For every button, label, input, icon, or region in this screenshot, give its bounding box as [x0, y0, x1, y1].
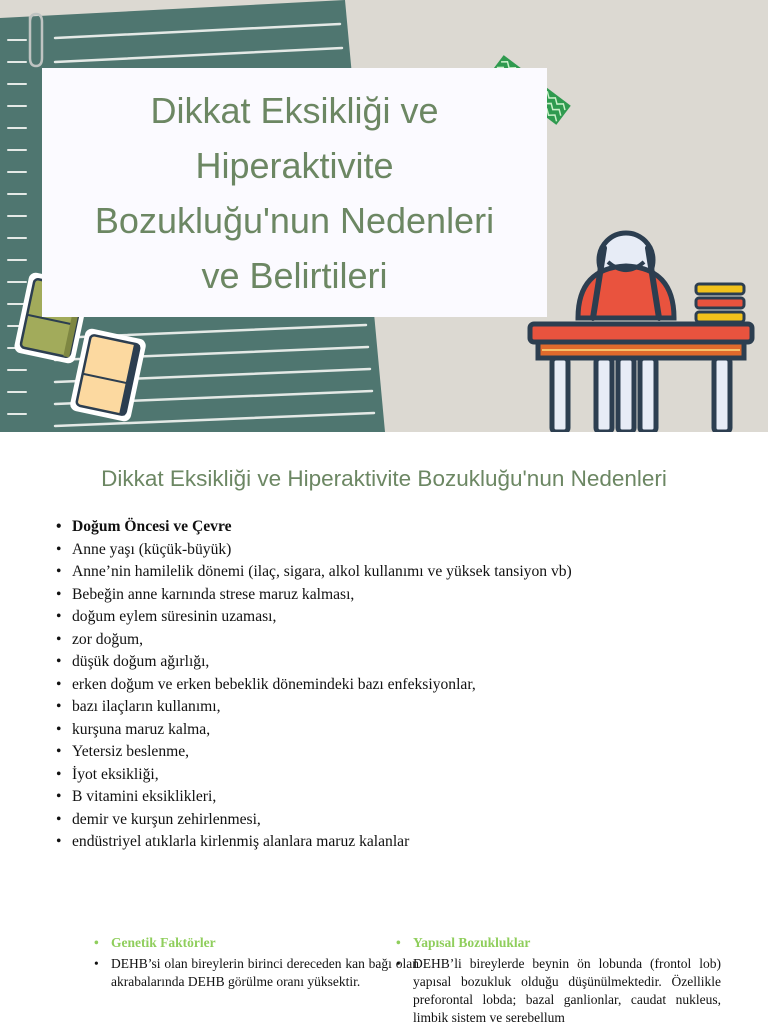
- list-item: • Bebeğin anne karnında strese maruz kalması,: [56, 584, 572, 607]
- list-item: • Anne’nin hamilelik dönemi (ilaç, sigara, alkol kullanımı ve yüksek tansiyon vb): [56, 561, 572, 584]
- list-item: • zor doğum,: [56, 629, 572, 652]
- genetic-factors-heading: • Genetik Faktörler: [94, 934, 419, 952]
- list-item: • doğum eylem süresinin uzaması,: [56, 606, 572, 629]
- cover-title: Dikkat Eksikliği ve Hiperaktivite Bozukluğu'nun Nedenleri ve Belirtileri: [94, 89, 495, 296]
- list-item: • Anne yaşı (küçük-büyük): [56, 539, 572, 562]
- causes-list: [56, 516, 572, 854]
- structural-disorders-column: [396, 934, 721, 1027]
- structural-disorders-heading: • Yapısal Bozukluklar: [396, 934, 721, 952]
- stressed-student-at-desk-icon: [530, 233, 752, 432]
- list-item: • erken doğum ve erken bebeklik dönemindeki bazı enfeksiyonlar,: [56, 674, 572, 697]
- genetic-factors-column: [94, 934, 419, 991]
- list-item: • İyot eksikliği,: [56, 764, 572, 787]
- genetic-factors-text: • DEHB’si olan bireylerin birinci dereceden kan bağı olan akrabalarında DEHB görülme oranı yüksektir.: [94, 955, 419, 991]
- list-item: • kurşuna maruz kalma,: [56, 719, 572, 742]
- causes-heading: • Doğum Öncesi ve Çevre: [56, 516, 572, 539]
- list-item: • bazı ilaçların kullanımı,: [56, 696, 572, 719]
- list-item: • düşük doğum ağırlığı,: [56, 651, 572, 674]
- structural-disorders-text: • DEHB’li bireylerde beynin ön lobunda (frontol lob) yapısal bozukluk olduğu düşünülmektedir. Özellikle preforontal lobda; bazal ganlionlar, caudat nukleus, limbik sistem ve serebellum: [396, 955, 721, 1027]
- list-item: • endüstriyel atıklarla kirlenmiş alanlara maruz kalanlar: [56, 831, 572, 854]
- cover-page: [0, 0, 768, 432]
- title-card: [42, 68, 547, 317]
- list-item: • B vitamini eksiklikleri,: [56, 786, 572, 809]
- list-item: • Yetersiz beslenme,: [56, 741, 572, 764]
- list-item: • demir ve kurşun zehirlenmesi,: [56, 809, 572, 832]
- section-title: Dikkat Eksikliği ve Hiperaktivite Bozukluğu'nun Nedenleri: [101, 466, 667, 491]
- content-page: [0, 432, 768, 1024]
